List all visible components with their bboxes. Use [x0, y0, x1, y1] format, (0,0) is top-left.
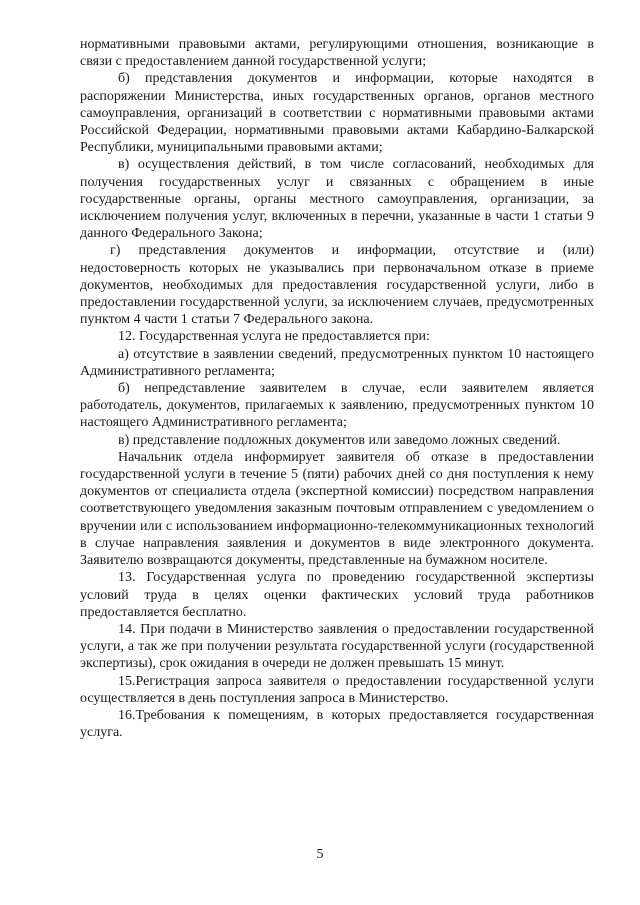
- paragraph-item-g: г) представления документов и информации, отсутствие и (или) недостоверность которых не указывались при первоначальном отказе в приеме документов, необходимых для предоставления государственной услуги, либо в предоставлении государственной услуги, за исключением случаев, предусмотренных пунктом 4 части 1 статьи 7 Федерального закона.: [80, 243, 594, 328]
- paragraph-section-16: 16.Требования к помещениям, в которых предоставляется государственная услуга.: [80, 707, 594, 741]
- document-body: [80, 36, 594, 741]
- paragraph-12-item-b: б) непредставление заявителем в случае, если заявителем является работодатель, документов, прилагаемых к заявлению, предусмотренных пунктом 10 настоящего Административного регламента;: [80, 381, 594, 431]
- paragraph-refusal-notice: Начальник отдела информирует заявителя об отказе в предоставлении государственной услуги в течение 5 (пяти) рабочих дней со дня поступления к нему документов от специалиста отдела (экспертной комиссии) посредством направления соответствующего уведомления заказным почтовым отправлением с уведомлением о вручении или с использованием информационно-телекоммуникационных технологий в случае направления заявления и документов в виде электронного документа. Заявителю возвращаются документы, представленные на бумажном носителе.: [80, 449, 594, 569]
- page-number: 5: [316, 847, 324, 862]
- paragraph-section-15: 15.Регистрация запроса заявителя о предоставлении государственной услуги осуществляется в день поступления запроса в Министерство.: [80, 673, 594, 706]
- paragraph-continuation: нормативными правовыми актами, регулирующими отношения, возникающие в связи с предоставлением данной государственной услуги;: [80, 37, 594, 70]
- paragraph-section-14: 14. При подачи в Министерство заявления о предоставлении государственной услуги, а так же при получении результата государственной услуги (государственной экспертизы), срок ожидания в очереди не должен превышать 15 минут.: [80, 621, 594, 672]
- paragraph-item-v: в) осуществления действий, в том числе согласований, необходимых для получения государственных услуг и связанных с обращением в иные государственные органы, органы местного самоуправления, организации, за исключением получения услуг, включенных в перечни, указанные в части 1 статьи 9 данного Федерального Закона;: [80, 157, 594, 242]
- paragraph-12-item-v: в) представление подложных документов или заведомо ложных сведений.: [118, 432, 561, 448]
- paragraph-section-12: 12. Государственная услуга не предоставляется при:: [118, 329, 430, 345]
- paragraph-12-item-a: а) отсутствие в заявлении сведений, предусмотренных пунктом 10 настоящего Административного регламента;: [80, 346, 594, 379]
- paragraph-section-13: 13. Государственная услуга по проведению государственной экспертизы условий труда в целях оценки фактических условий труда работников предоставляется бесплатно.: [80, 570, 594, 620]
- paragraph-item-b: б) представления документов и информации, которые находятся в распоряжении Министерства, иных государственных органов, органов местного самоуправления, организаций в соответствии с нормативными правовыми актами Российской Федерации, нормативными правовыми актами Кабардино-Балкарской Республики, муниципальными правовыми актами;: [80, 71, 594, 156]
